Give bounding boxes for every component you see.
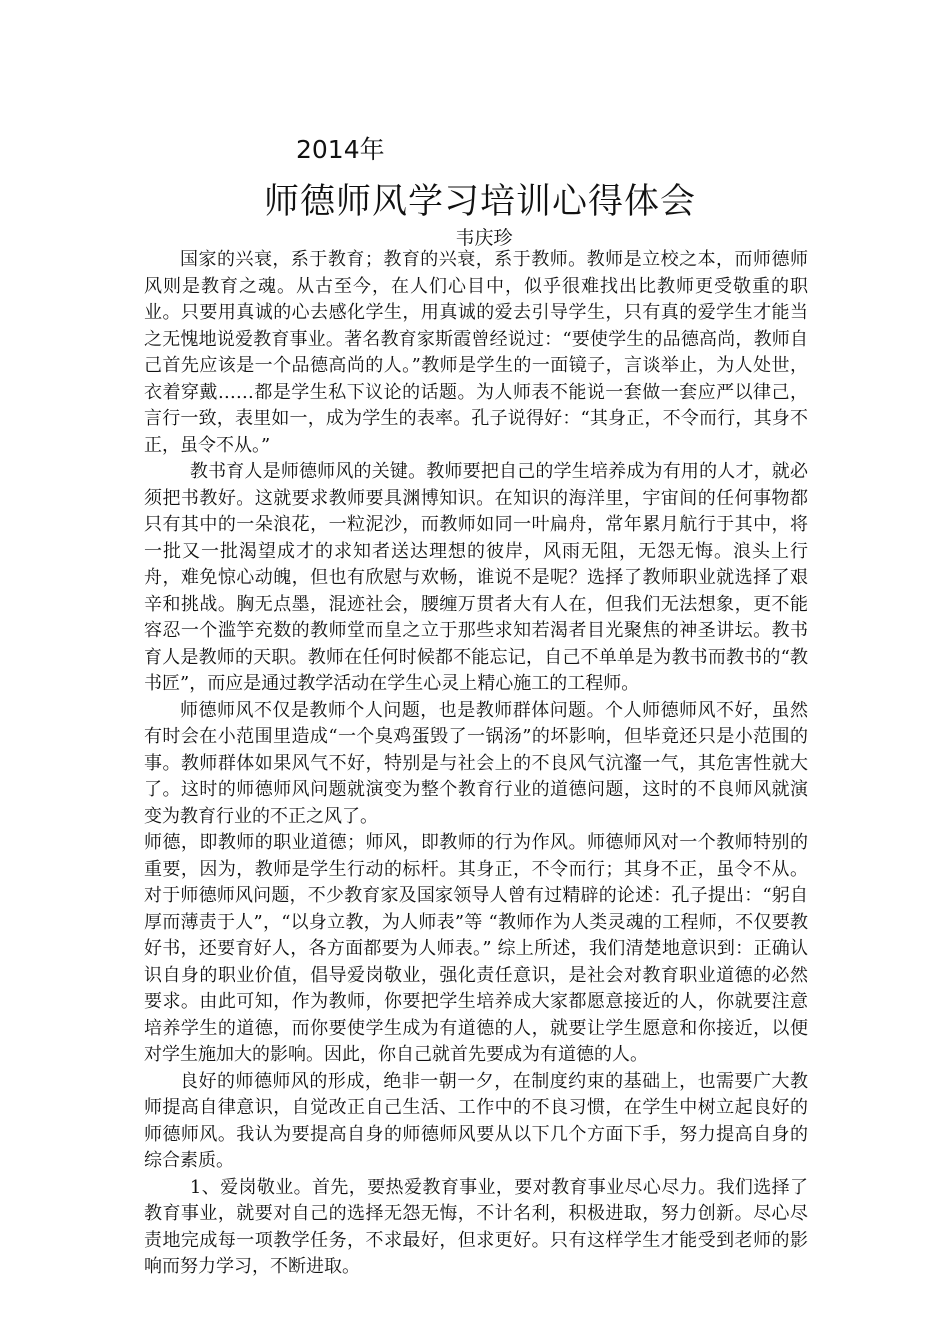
paragraph-5: 良好的师德师风的形成，绝非一朝一夕，在制度约束的基础上，也需要广大教师提高自律意识，自觉改正自己生活、工作中的不良习惯，在学生中树立起良好的师德师风。我认为要提高自身的师德师风要从以下几个方面下手，努力提高自身的综合素质。 <box>144 1070 808 1171</box>
paragraph-1: 国家的兴衰，系于教育；教育的兴衰，系于教师。教师是立校之本，而师德师风则是教育之魂。从古至今，在人们心目中，似乎很难找出比教师更受敬重的职业。只要用真诚的心去感化学生，用真诚的爱去引导学生，只有真的爱学生才能当之无愧地说爱教育事业。著名教育家斯霞曾经说过：“要使学生的品德高尚，教师自己首先应该是一个品德高尚的人。”教师是学生的一面镜子，言谈举止，为人处世，衣着穿戴……都是学生私下议论的话题。为人师表不能说一套做一套应严以律己，言行一致，表里如一，成为学生的表率。孔子说得好：“其身正，不令而行，其身不正，虽令不从。” <box>144 249 808 456</box>
paragraph-2: 教书育人是师德师风的关键。教师要把自己的学生培养成为有用的人才，就必须把书教好。这就要求教师要具渊博知识。在知识的海洋里，宇宙间的任何事物都只有其中的一朵浪花，一粒泥沙，而教师如同一叶扁舟，常年累月航行于其中，将一批又一批渴望成才的求知者送达理想的彼岸，风雨无阻，无怨无悔。浪头上行舟，难免惊心动魄，但也有欣慰与欢畅，谁说不是呢？选择了教师职业就选择了艰辛和挑战。胸无点墨，混迹社会，腰缠万贯者大有人在，但我们无法想象，更不能容忍一个滥竽充数的教师堂而皇之立于那些求知若渴者目光聚焦的神圣讲坛。教书育人是教师的天职。教师在任何时候都不能忘记，自己不单单是为教书而教书的“教书匠”，而应是通过教学活动在学生心灵上精心施工的工程师。 <box>144 461 808 694</box>
document-author: 韦庆珍 <box>455 227 513 249</box>
document-year: 2014年 <box>296 135 385 164</box>
document-body <box>144 247 808 1281</box>
paragraph-6: 1、爱岗敬业。首先，要热爱教育事业，要对教育事业尽心尽力。我们选择了教育事业，就要对自己的选择无怨无悔，不计名利，积极进取，努力创新。尽心尽责地完成每一项教学任务，不求最好，但求更好。只有这样学生才能受到老师的影响而努力学习，不断进取。 <box>144 1176 808 1277</box>
paragraph-4: 师德，即教师的职业道德；师风，即教师的行为作风。师德师风对一个教师特别的重要，因为，教师是学生行动的标杆。其身正，不令而行；其身不正，虽令不从。对于师德师风问题，不少教育家及国家领导人曾有过精辟的论述：孔子提出：“躬自厚而薄责于人”，“以身立教，为人师表”等 “教师作为人类灵魂的工程师，不仅要教好书，还要育好人，各方面都要为人师表。” 综上所述，我们清楚地意识到：正确认识自身的职业价值，倡导爱岗敬业，强化责任意识，是社会对教育职业道德的必然要求。由此可知，作为教师，你要把学生培养成大家都愿意接近的人，你就要注意培养学生的道德，而你要使学生成为有道德的人，就要让学生愿意和你接近，以便对学生施加大的影响。因此，你自己就首先要成为有道德的人。 <box>144 832 808 1065</box>
paragraph-3: 师德师风不仅是教师个人问题，也是教师群体问题。个人师德师风不好，虽然有时会在小范围里造成“一个臭鸡蛋毁了一锅汤”的坏影响，但毕竟还只是小范围的事。教师群体如果风气不好，特别是与社会上的不良风气沆瀣一气，其危害性就大了。这时的师德师风问题就演变为整个教育行业的道德问题，这时的不良师风就演变为教育行业的不正之风了。 <box>144 699 808 827</box>
document-title: 师德师风学习培训心得体会 <box>263 182 696 222</box>
